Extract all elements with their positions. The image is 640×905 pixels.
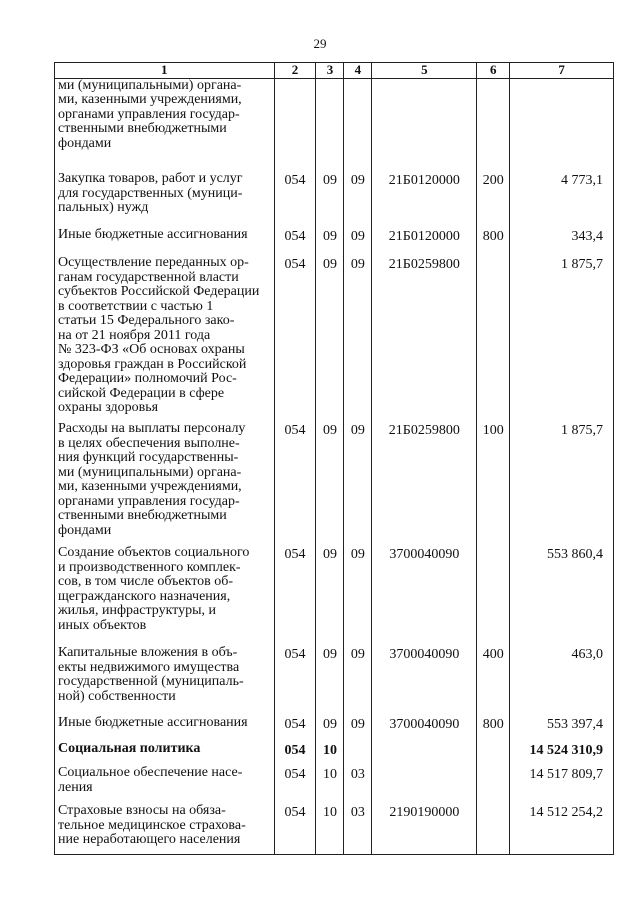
target-article-cell: 21Б0259800 bbox=[372, 256, 477, 422]
row-name-cell: Страховые взносы на обяза- тельное медицинское страхова- ние неработающего населения bbox=[55, 804, 275, 854]
section-code-cell: 10 bbox=[316, 742, 344, 766]
ministry-code-cell: 054 bbox=[274, 172, 316, 228]
target-article-cell: 21Б0259800 bbox=[372, 422, 477, 546]
column-header: 4 bbox=[344, 63, 372, 79]
section-code-cell: 09 bbox=[316, 172, 344, 228]
subsection-code-cell bbox=[344, 78, 372, 172]
row-name-cell: Иные бюджетные ассигнования bbox=[55, 716, 275, 742]
column-header: 7 bbox=[510, 63, 614, 79]
ministry-code-cell: 054 bbox=[274, 766, 316, 804]
expense-type-cell bbox=[477, 78, 510, 172]
row-name-cell: ми (муниципальными) органа- ми, казенными учреждениями, органами управления государ- ственными внебюджетными фондами bbox=[55, 78, 275, 172]
table-row bbox=[55, 172, 614, 228]
table-row bbox=[55, 228, 614, 256]
expense-type-cell bbox=[477, 256, 510, 422]
amount-cell: 343,4 bbox=[510, 228, 614, 256]
section-code-cell: 10 bbox=[316, 766, 344, 804]
subsection-code-cell: 03 bbox=[344, 804, 372, 854]
page-number: 29 bbox=[313, 36, 327, 51]
ministry-code-cell bbox=[274, 78, 316, 172]
expense-type-cell bbox=[477, 766, 510, 804]
row-name-cell: Капитальные вложения в объ- екты недвижимого имущества государственной (муниципаль- ной) собственности bbox=[55, 646, 275, 716]
target-article-cell: 3700040090 bbox=[372, 716, 477, 742]
expense-type-cell: 800 bbox=[477, 228, 510, 256]
target-article-cell: 2190190000 bbox=[372, 804, 477, 854]
column-header: 1 bbox=[55, 63, 275, 79]
amount-cell: 1 875,7 bbox=[510, 256, 614, 422]
section-code-cell: 10 bbox=[316, 804, 344, 854]
row-name-cell: Осуществление переданных ор- ганам государственной власти субъектов Российской Федерации в соответствии с частью 1 статьи 15 Федерального зако- на от 21 ноября 2011 года № 323-ФЗ «Об основах охраны здоровья граждан в Российской Федерации» полномочий Рос- сийской Федерации в сфере охраны здоровья bbox=[55, 256, 275, 422]
ministry-code-cell: 054 bbox=[274, 716, 316, 742]
table-row bbox=[55, 742, 614, 766]
column-header: 2 bbox=[274, 63, 316, 79]
expense-type-cell: 200 bbox=[477, 172, 510, 228]
target-article-cell: 21Б0120000 bbox=[372, 228, 477, 256]
amount-cell bbox=[510, 78, 614, 172]
table-row bbox=[55, 646, 614, 716]
expense-type-cell bbox=[477, 546, 510, 646]
amount-cell: 14 517 809,7 bbox=[510, 766, 614, 804]
target-article-cell bbox=[372, 78, 477, 172]
subsection-code-cell: 09 bbox=[344, 172, 372, 228]
row-name-cell: Социальное обеспечение насе- ления bbox=[55, 766, 275, 804]
row-name-cell: Социальная политика bbox=[55, 742, 275, 766]
row-name-cell: Расходы на выплаты персоналу в целях обеспечения выполне- ния функций государственны- ми (муниципальными) органа- ми, казенными учреждениями, органами управления государ- ственными внебюджетными фондами bbox=[55, 422, 275, 546]
amount-cell: 553 397,4 bbox=[510, 716, 614, 742]
subsection-code-cell bbox=[344, 742, 372, 766]
table-row bbox=[55, 256, 614, 422]
expense-type-cell: 400 bbox=[477, 646, 510, 716]
expense-type-cell bbox=[477, 742, 510, 766]
subsection-code-cell: 09 bbox=[344, 422, 372, 546]
ministry-code-cell: 054 bbox=[274, 646, 316, 716]
column-header: 6 bbox=[477, 63, 510, 79]
amount-cell: 14 512 254,2 bbox=[510, 804, 614, 854]
row-name-cell: Создание объектов социального и производственного комплек- сов, в том числе объектов об- щегражданского назначения, жилья, инфраструктуры, и иных объектов bbox=[55, 546, 275, 646]
section-code-cell: 09 bbox=[316, 546, 344, 646]
table-body bbox=[55, 78, 614, 854]
table-row bbox=[55, 804, 614, 854]
subsection-code-cell: 09 bbox=[344, 646, 372, 716]
amount-cell: 553 860,4 bbox=[510, 546, 614, 646]
subsection-code-cell: 09 bbox=[344, 546, 372, 646]
ministry-code-cell: 054 bbox=[274, 228, 316, 256]
subsection-code-cell: 09 bbox=[344, 228, 372, 256]
section-code-cell: 09 bbox=[316, 646, 344, 716]
target-article-cell: 3700040090 bbox=[372, 546, 477, 646]
section-code-cell bbox=[316, 78, 344, 172]
section-code-cell: 09 bbox=[316, 256, 344, 422]
column-header: 3 bbox=[316, 63, 344, 79]
table-row bbox=[55, 78, 614, 172]
ministry-code-cell: 054 bbox=[274, 742, 316, 766]
target-article-cell bbox=[372, 766, 477, 804]
subsection-code-cell: 09 bbox=[344, 256, 372, 422]
subsection-code-cell: 09 bbox=[344, 716, 372, 742]
section-code-cell: 09 bbox=[316, 228, 344, 256]
target-article-cell bbox=[372, 742, 477, 766]
ministry-code-cell: 054 bbox=[274, 546, 316, 646]
table-row bbox=[55, 766, 614, 804]
expense-type-cell: 100 bbox=[477, 422, 510, 546]
expense-type-cell bbox=[477, 804, 510, 854]
amount-cell: 4 773,1 bbox=[510, 172, 614, 228]
amount-cell: 1 875,7 bbox=[510, 422, 614, 546]
ministry-code-cell: 054 bbox=[274, 804, 316, 854]
table-row bbox=[55, 546, 614, 646]
target-article-cell: 21Б0120000 bbox=[372, 172, 477, 228]
ministry-code-cell: 054 bbox=[274, 256, 316, 422]
section-code-cell: 09 bbox=[316, 716, 344, 742]
row-name-cell: Закупка товаров, работ и услуг для государственных (муници- пальных) нужд bbox=[55, 172, 275, 228]
subsection-code-cell: 03 bbox=[344, 766, 372, 804]
budget-table bbox=[54, 62, 614, 855]
ministry-code-cell: 054 bbox=[274, 422, 316, 546]
table-row bbox=[55, 422, 614, 546]
column-header: 5 bbox=[372, 63, 477, 79]
amount-cell: 14 524 310,9 bbox=[510, 742, 614, 766]
header-row bbox=[55, 63, 614, 79]
section-code-cell: 09 bbox=[316, 422, 344, 546]
table-row bbox=[55, 716, 614, 742]
row-name-cell: Иные бюджетные ассигнования bbox=[55, 228, 275, 256]
amount-cell: 463,0 bbox=[510, 646, 614, 716]
target-article-cell: 3700040090 bbox=[372, 646, 477, 716]
expense-type-cell: 800 bbox=[477, 716, 510, 742]
